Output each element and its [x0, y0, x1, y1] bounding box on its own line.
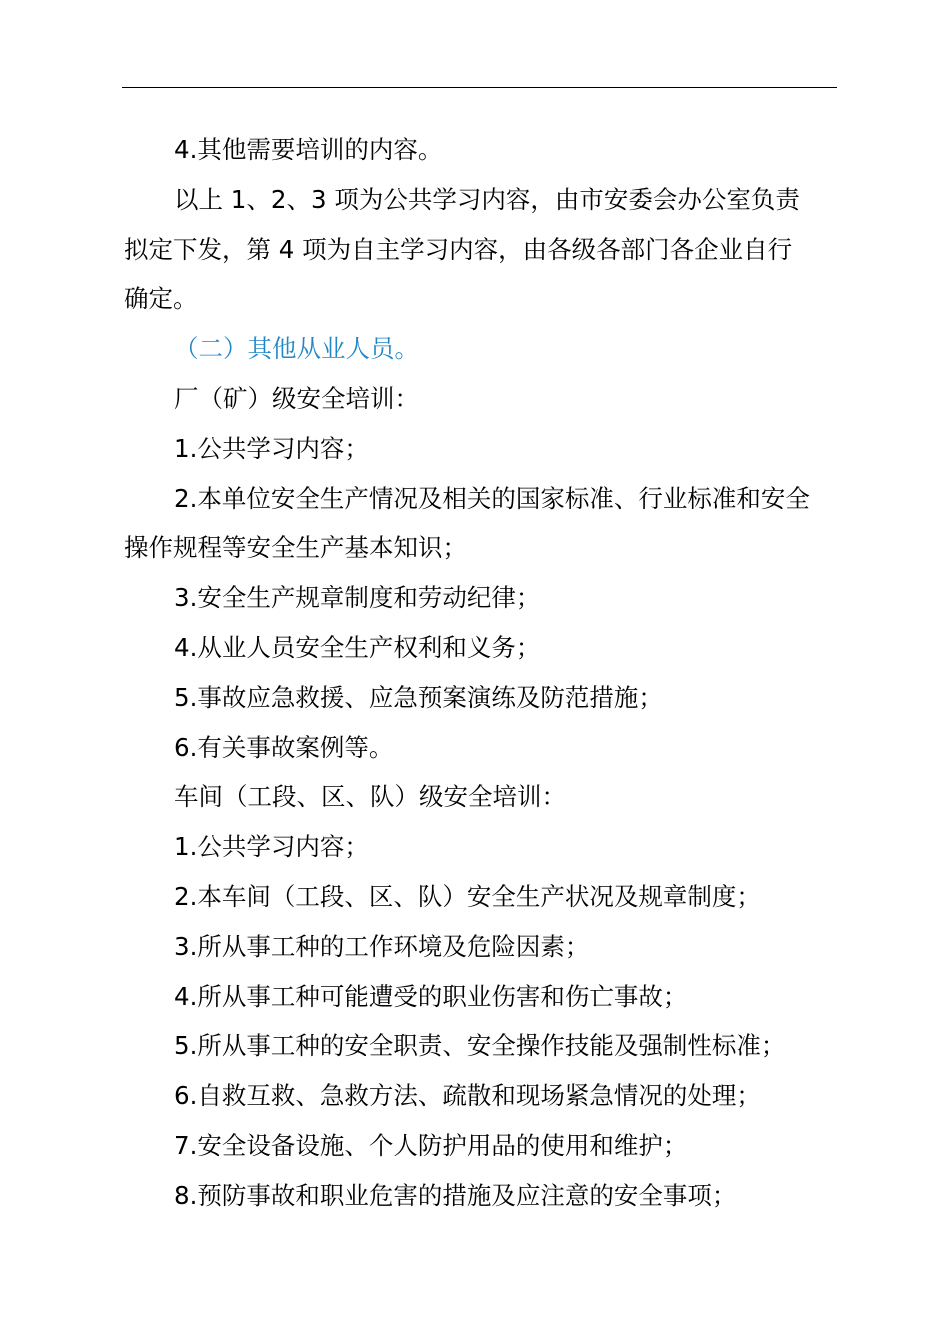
paragraph-line: 确定。 [124, 284, 198, 314]
header-rule [122, 87, 837, 88]
list-item: 5.所从事工种的安全职责、安全操作技能及强制性标准； [174, 1031, 786, 1061]
list-item: 8.预防事故和职业危害的措施及应注意的安全事项； [174, 1180, 737, 1210]
list-item: 6.自救互救、急救方法、疏散和现场紧急情况的处理； [174, 1081, 761, 1111]
list-item: 3.所从事工种的工作环境及危险因素； [174, 931, 590, 961]
document-body [124, 125, 837, 1221]
list-item: 2.本车间（工段、区、队）安全生产状况及规章制度； [174, 881, 761, 911]
subsection-title: 厂（矿）级安全培训： [174, 383, 419, 413]
list-item: 2.本单位安全生产情况及相关的国家标准、行业标准和安全 [174, 483, 810, 513]
list-item: 3.安全生产规章制度和劳动纪律； [174, 583, 541, 613]
list-item: 5.事故应急救援、应急预案演练及防范措施； [174, 682, 663, 712]
paragraph-line: 以上 1、2、3 项为公共学习内容，由市安委会办公室负责 [174, 184, 800, 214]
list-item: 1.公共学习内容； [174, 832, 369, 862]
section-heading: （二）其他从业人员。 [174, 334, 419, 364]
list-item: 1.公共学习内容； [174, 433, 369, 463]
list-item: 7.安全设备设施、个人防护用品的使用和维护； [174, 1130, 688, 1160]
paragraph-line: 4.其他需要培训的内容。 [174, 135, 443, 164]
list-item: 6.有关事故案例等。 [174, 732, 394, 762]
paragraph-line: 拟定下发，第 4 项为自主学习内容，由各级各部门各企业自行 [124, 234, 793, 264]
subsection-title: 车间（工段、区、队）级安全培训： [174, 782, 566, 812]
list-item-continuation: 操作规程等安全生产基本知识； [124, 533, 467, 563]
list-item: 4.从业人员安全生产权利和义务； [174, 632, 541, 662]
list-item: 4.所从事工种可能遭受的职业伤害和伤亡事故； [174, 981, 688, 1011]
